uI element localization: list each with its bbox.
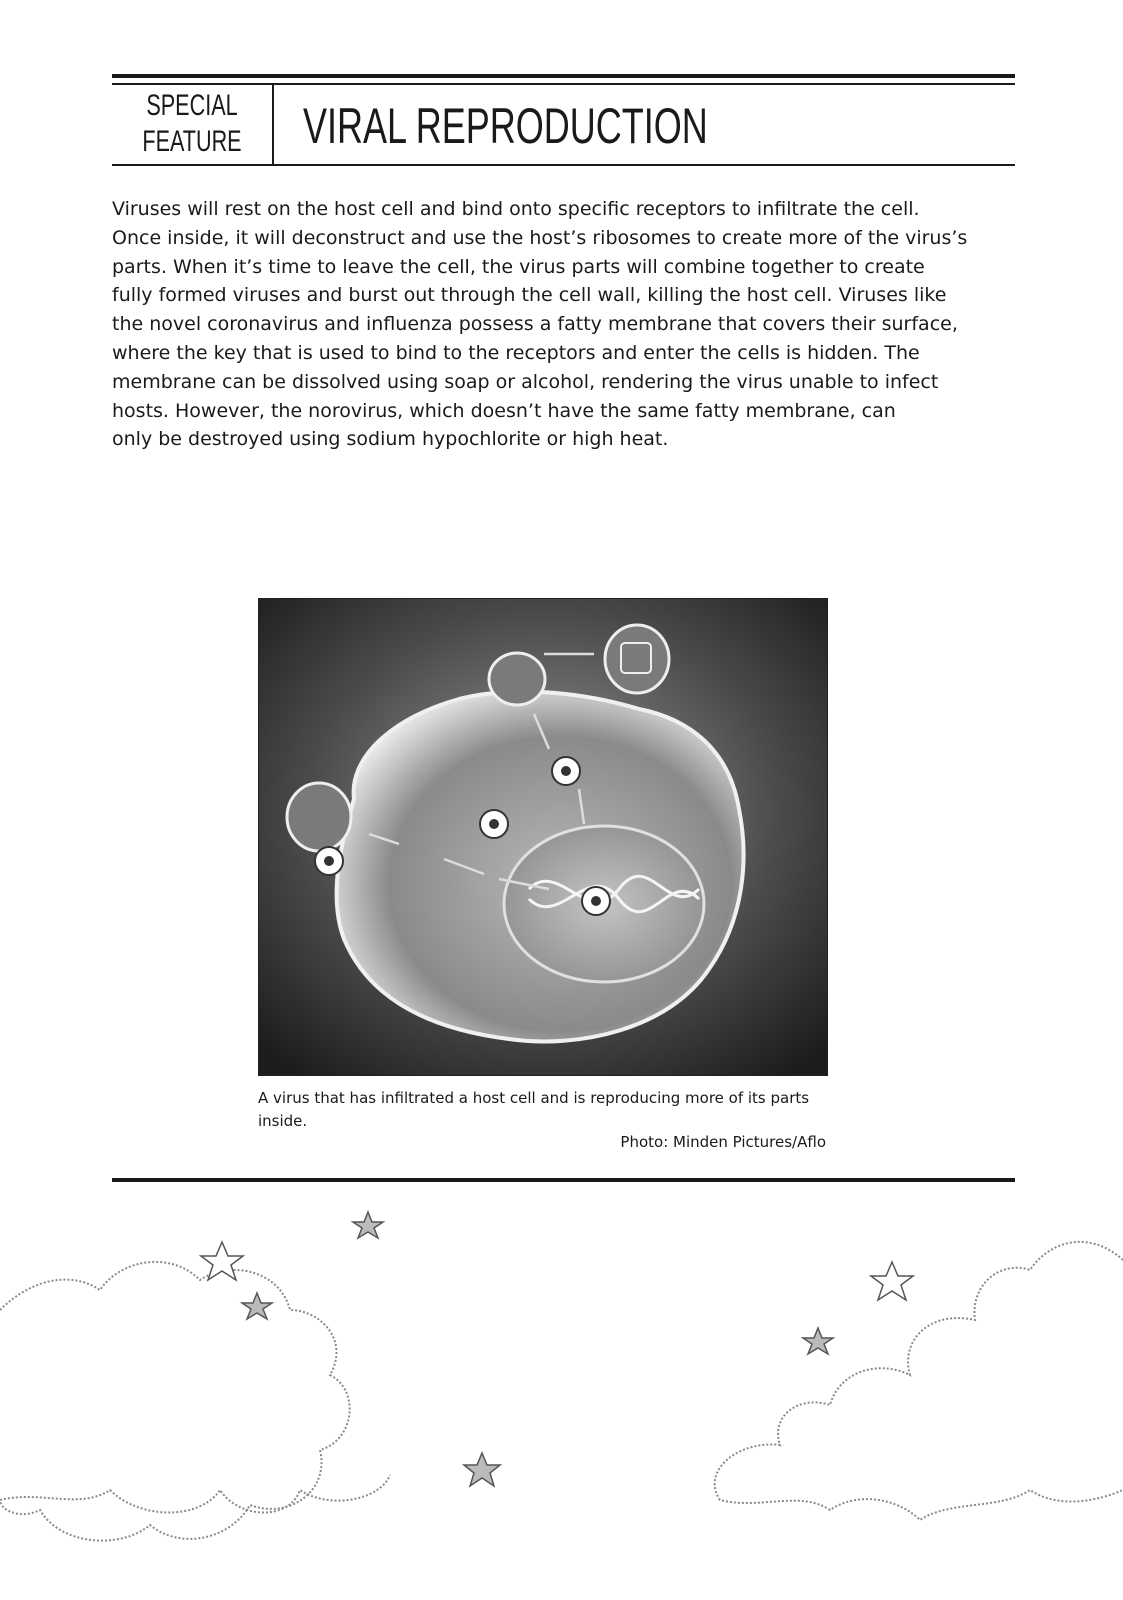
page-title: VIRAL REPRODUCTION <box>303 98 708 154</box>
body-paragraph: Viruses will rest on the host cell and bind onto specific receptors to infiltrate the cell. Once inside, it will deconstruct and use the host’s ribosomes to create more of the virus’s parts. When it’s time to leave the cell, the virus parts will combine together to create fully formed viruses and burst out through the cell wall, killing the host cell. Viruses like the novel coronavirus and influenza possess a fatty membrane that covers their surface, where the key that is used to bind to the receptors and enter the cells is hidden. The membrane can be dissolved using soap or alcohol, rendering the virus unable to infect hosts. However, the norovirus, which doesn’t have the same fatty membrane, can only be destroyed using sodium hypochlorite or high heat. <box>112 198 968 451</box>
star-decoration <box>242 1293 272 1319</box>
star-decoration <box>353 1212 383 1238</box>
header-rule-bottom <box>112 164 1015 166</box>
star-decoration <box>803 1328 833 1354</box>
special-label-line1: SPECIAL <box>146 89 238 122</box>
figure-caption: A virus that has infiltrated a host cell and is reproducing more of its parts inside. <box>258 1089 810 1130</box>
star-decoration <box>464 1453 500 1486</box>
footer-rule <box>112 1178 1015 1182</box>
special-label-line2: FEATURE <box>142 125 242 158</box>
star-decoration <box>201 1242 243 1280</box>
special-feature-label <box>134 88 249 160</box>
virus-budding <box>489 653 545 705</box>
virus-cell-illustration <box>258 598 828 1076</box>
header-divider <box>272 85 274 165</box>
virus-released <box>605 625 669 693</box>
cloud-right <box>715 1242 1123 1520</box>
photo-credit: Photo: Minden Pictures/Aflo <box>620 1133 826 1151</box>
star-decoration <box>871 1262 913 1300</box>
header-rule-top-thin <box>112 83 1015 85</box>
cloud-left-low <box>0 1475 390 1513</box>
cloud-decoration <box>0 1190 1123 1600</box>
header-rule-top <box>112 74 1015 78</box>
